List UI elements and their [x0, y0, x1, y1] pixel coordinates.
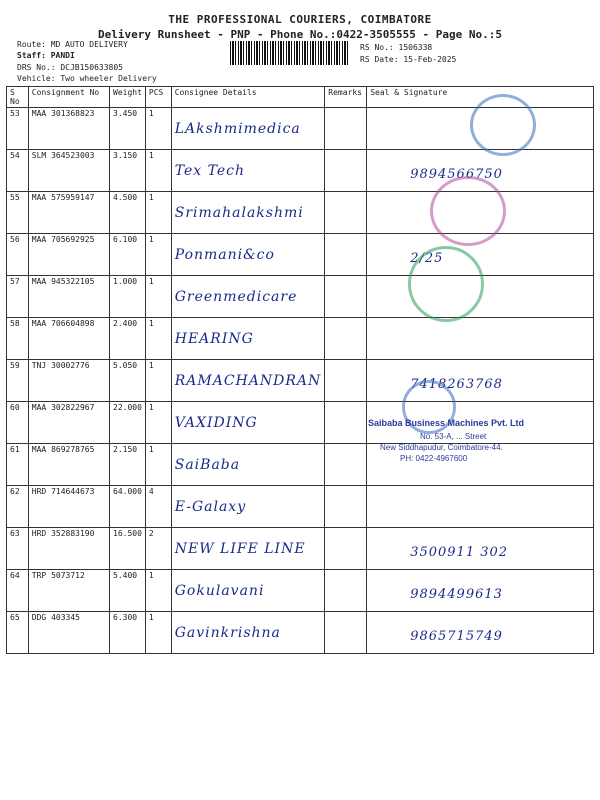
row-pcs: 1 — [148, 403, 154, 412]
row-weight-cell — [110, 486, 146, 528]
row-consignment-no: TRP 5073712 — [31, 571, 85, 580]
row-pcs-cell — [145, 402, 171, 444]
row-consignment-no: HRD 352883190 — [31, 529, 95, 538]
row-signature: 9865715749 — [410, 629, 503, 644]
row-sno: 56 — [10, 235, 20, 244]
row-pcs: 4 — [148, 487, 154, 496]
row-consignment-no: MAA 869278765 — [31, 445, 95, 454]
runsheet-table — [6, 86, 594, 654]
row-pcs: 1 — [148, 571, 154, 580]
row-weight-cell — [110, 276, 146, 318]
row-remarks-cell — [325, 402, 367, 444]
row-consignee: SaiBaba — [174, 457, 241, 473]
row-pcs-cell — [145, 612, 171, 654]
row-weight: 6.100 — [113, 235, 138, 244]
row-sno: 59 — [10, 361, 20, 370]
business-seal-title: Saibaba Business Machines Pvt. Ltd — [368, 418, 525, 428]
row-consignee: RAMACHANDRAN — [174, 373, 322, 389]
row-consignee-cell — [171, 360, 325, 402]
row-pcs: 1 — [148, 277, 154, 286]
row-consignee-cell — [171, 192, 325, 234]
table-row — [7, 612, 594, 654]
row-weight: 22.000 — [113, 403, 142, 412]
row-consignment-no-cell — [28, 150, 109, 192]
row-consignment-no-cell — [28, 318, 109, 360]
row-weight: 5.050 — [113, 361, 138, 370]
table-row — [7, 528, 594, 570]
row-sno: 54 — [10, 151, 20, 160]
col-consignment: Consignment No — [28, 87, 109, 108]
table-row — [7, 486, 594, 528]
row-sno: 60 — [10, 403, 20, 412]
row-remarks-cell — [325, 612, 367, 654]
row-weight-cell — [110, 402, 146, 444]
row-sno-cell — [7, 528, 29, 570]
row-pcs: 1 — [148, 193, 154, 202]
row-pcs: 1 — [148, 235, 154, 244]
row-sno-cell — [7, 276, 29, 318]
row-consignee-cell — [171, 486, 325, 528]
row-consignee-cell — [171, 528, 325, 570]
row-consignment-no: DDG 403345 — [31, 613, 80, 622]
business-seal-line2: New Siddhapudur, Coimbatore-44. — [380, 443, 503, 452]
row-consignment-no-cell — [28, 570, 109, 612]
row-signature: 7418263768 — [410, 377, 503, 392]
row-consignee-cell — [171, 444, 325, 486]
row-weight: 2.150 — [113, 445, 138, 454]
business-seal-line3: PH: 0422-4967600 — [400, 454, 468, 463]
row-weight-cell — [110, 318, 146, 360]
row-weight: 3.150 — [113, 151, 138, 160]
row-consignment-no-cell — [28, 486, 109, 528]
row-signature: 9894566750 — [410, 167, 503, 182]
row-consignment-no: SLM 364523003 — [31, 151, 95, 160]
row-consignee: Gokulavani — [174, 583, 265, 599]
col-consignee: Consignee Details — [171, 87, 325, 108]
row-consignment-no: MAA 706604898 — [31, 319, 95, 328]
row-consignee-cell — [171, 402, 325, 444]
col-weight: Weight — [110, 87, 146, 108]
row-remarks-cell — [325, 108, 367, 150]
row-pcs: 1 — [148, 109, 154, 118]
row-consignee-cell — [171, 570, 325, 612]
row-signature: 9894499613 — [410, 587, 503, 602]
row-weight-cell — [110, 612, 146, 654]
row-consignee: Tex Tech — [174, 163, 246, 179]
row-pcs: 1 — [148, 361, 154, 370]
row-pcs: 1 — [148, 151, 154, 160]
row-consignment-no: MAA 575959147 — [31, 193, 95, 202]
col-sno: S No — [7, 87, 29, 108]
row-weight: 16.500 — [113, 529, 142, 538]
row-sno-cell — [7, 318, 29, 360]
row-signature-cell — [367, 612, 594, 654]
row-remarks-cell — [325, 444, 367, 486]
row-pcs-cell — [145, 150, 171, 192]
drs-label: DRS No.: DCJB150633805 — [17, 63, 123, 72]
row-pcs-cell — [145, 318, 171, 360]
row-consignment-no-cell — [28, 192, 109, 234]
row-consignee-cell — [171, 234, 325, 276]
row-consignment-no-cell — [28, 612, 109, 654]
table-row — [7, 444, 594, 486]
row-signature-cell — [367, 528, 594, 570]
row-weight: 1.000 — [113, 277, 138, 286]
row-sno: 65 — [10, 613, 20, 622]
row-consignment-no-cell — [28, 528, 109, 570]
rs-date: RS Date: 15-Feb-2025 — [360, 55, 457, 64]
row-remarks-cell — [325, 486, 367, 528]
route-label: Route: MD AUTO DELIVERY — [17, 40, 128, 49]
row-pcs-cell — [145, 570, 171, 612]
row-consignment-no-cell — [28, 402, 109, 444]
row-consignee: HEARING — [174, 331, 254, 347]
row-sno: 53 — [10, 109, 20, 118]
row-consignment-no: MAA 301368823 — [31, 109, 95, 118]
staff-label: Staff: PANDI — [17, 51, 75, 60]
row-consignee: Gavinkrishna — [174, 625, 281, 641]
row-consignee: Srimahalakshmi — [174, 205, 304, 221]
row-remarks-cell — [325, 150, 367, 192]
table-row — [7, 360, 594, 402]
row-weight-cell — [110, 444, 146, 486]
row-pcs-cell — [145, 528, 171, 570]
row-signature-cell — [367, 486, 594, 528]
row-consignment-no-cell — [28, 276, 109, 318]
row-sno: 64 — [10, 571, 20, 580]
row-weight: 2.400 — [113, 319, 138, 328]
row-consignee: Ponmani&co — [174, 247, 275, 263]
row-consignee: Greenmedicare — [174, 289, 298, 305]
row-signature: 2/25 — [410, 251, 444, 266]
row-weight: 6.300 — [113, 613, 138, 622]
row-consignment-no-cell — [28, 444, 109, 486]
row-weight: 64.000 — [113, 487, 142, 496]
page-subtitle: Delivery Runsheet - PNP - Phone No.:0422-3505555 - Page No.:5 — [98, 28, 502, 41]
row-sno-cell — [7, 570, 29, 612]
row-weight-cell — [110, 528, 146, 570]
row-weight: 5.400 — [113, 571, 138, 580]
row-sno-cell — [7, 150, 29, 192]
row-weight-cell — [110, 360, 146, 402]
row-sno-cell — [7, 402, 29, 444]
row-pcs: 1 — [148, 319, 154, 328]
row-remarks-cell — [325, 234, 367, 276]
row-sno-cell — [7, 612, 29, 654]
row-weight: 3.450 — [113, 109, 138, 118]
row-remarks-cell — [325, 570, 367, 612]
row-sno: 63 — [10, 529, 20, 538]
row-sno: 55 — [10, 193, 20, 202]
row-consignee-cell — [171, 318, 325, 360]
row-signature: 3500911 302 — [410, 545, 509, 560]
col-pcs: PCS — [145, 87, 171, 108]
row-sno: 62 — [10, 487, 20, 496]
row-remarks-cell — [325, 528, 367, 570]
row-sno-cell — [7, 444, 29, 486]
row-pcs-cell — [145, 192, 171, 234]
page-title: THE PROFESSIONAL COURIERS, COIMBATORE — [168, 13, 432, 26]
col-signature: Seal & Signature — [367, 87, 594, 108]
row-weight-cell — [110, 150, 146, 192]
row-sno-cell — [7, 234, 29, 276]
row-pcs-cell — [145, 360, 171, 402]
company-seal-stamp — [470, 94, 536, 156]
row-consignee-cell — [171, 612, 325, 654]
row-consignment-no-cell — [28, 360, 109, 402]
row-signature-cell — [367, 360, 594, 402]
row-remarks-cell — [325, 318, 367, 360]
row-consignee: VAXIDING — [174, 415, 258, 431]
row-consignment-no: MAA 705692925 — [31, 235, 95, 244]
row-consignee-cell — [171, 108, 325, 150]
rs-number: RS No.: 1506338 — [360, 43, 433, 52]
pink-seal-stamp — [430, 176, 506, 246]
row-sno: 61 — [10, 445, 20, 454]
row-consignment-no-cell — [28, 234, 109, 276]
row-pcs-cell — [145, 108, 171, 150]
green-seal-stamp — [408, 246, 484, 322]
row-weight: 4.500 — [113, 193, 138, 202]
row-pcs: 1 — [148, 613, 154, 622]
table-row — [7, 570, 594, 612]
table-row — [7, 234, 594, 276]
row-pcs-cell — [145, 444, 171, 486]
vehicle-label: Vehicle: Two wheeler Delivery — [17, 74, 157, 83]
row-sno-cell — [7, 486, 29, 528]
row-consignment-no-cell — [28, 108, 109, 150]
row-remarks-cell — [325, 276, 367, 318]
row-consignment-no: MAA 302822967 — [31, 403, 95, 412]
row-pcs-cell — [145, 234, 171, 276]
row-weight-cell — [110, 192, 146, 234]
col-remarks: Remarks — [325, 87, 367, 108]
row-consignee-cell — [171, 276, 325, 318]
row-consignee: NEW LIFE LINE — [174, 541, 306, 557]
business-seal-line1: No. 53-A, ... Street — [420, 432, 487, 441]
table-row — [7, 276, 594, 318]
row-signature-cell — [367, 318, 594, 360]
row-pcs: 2 — [148, 529, 154, 538]
row-consignee-cell — [171, 150, 325, 192]
row-weight-cell — [110, 570, 146, 612]
row-sno: 58 — [10, 319, 20, 328]
row-sno-cell — [7, 192, 29, 234]
row-consignment-no: HRD 714644673 — [31, 487, 95, 496]
row-pcs: 1 — [148, 445, 154, 454]
row-sno-cell — [7, 360, 29, 402]
row-consignment-no: MAA 945322105 — [31, 277, 95, 286]
row-sno: 57 — [10, 277, 20, 286]
row-pcs-cell — [145, 486, 171, 528]
row-remarks-cell — [325, 360, 367, 402]
row-consignee: LAkshmimedica — [174, 121, 301, 137]
row-remarks-cell — [325, 192, 367, 234]
barcode — [230, 41, 350, 65]
row-signature-cell — [367, 570, 594, 612]
row-consignee: E-Galaxy — [174, 499, 247, 515]
row-pcs-cell — [145, 276, 171, 318]
row-consignment-no: TNJ 30002776 — [31, 361, 90, 370]
row-weight-cell — [110, 234, 146, 276]
row-weight-cell — [110, 108, 146, 150]
row-sno-cell — [7, 108, 29, 150]
table-row — [7, 318, 594, 360]
